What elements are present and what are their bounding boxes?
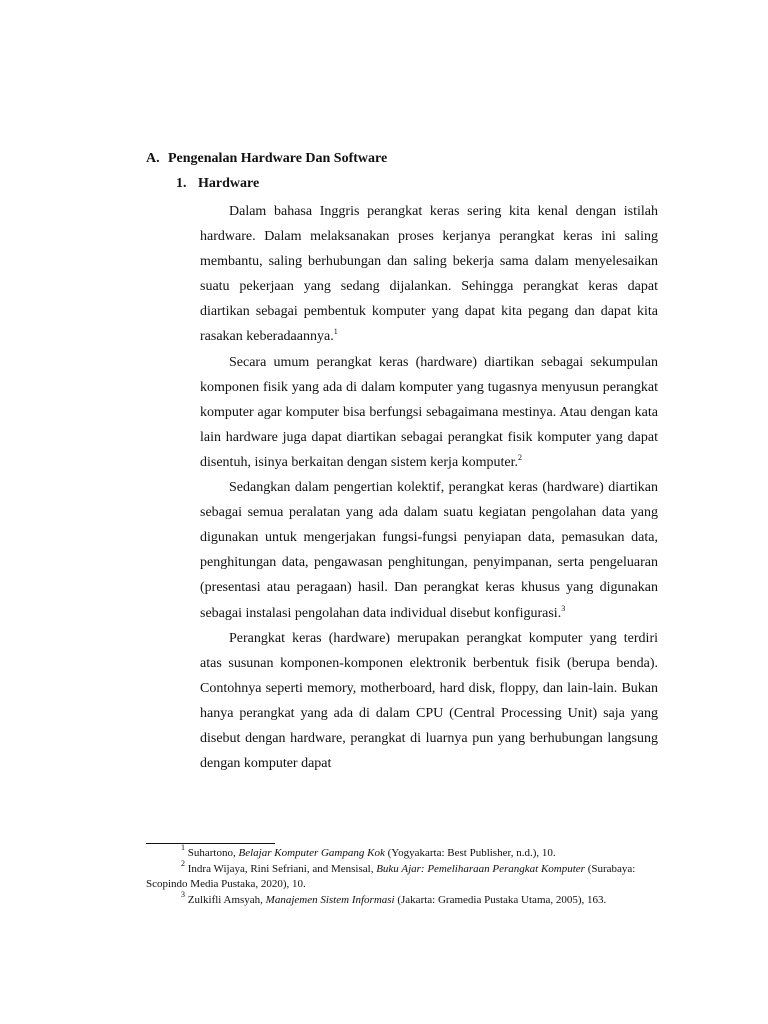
footnote-title: Belajar Komputer Gampang Kok <box>238 847 385 859</box>
footnote <box>146 889 658 909</box>
footnote-publication: (Yogyakarta: Best Publisher, n.d.), 10. <box>384 847 556 859</box>
subsection-number: 1. <box>176 176 187 191</box>
paragraph-text: Perangkat keras (hardware) merupakan perangkat komputer yang terdiri atas susunan komponen-komponen elektronik berbentuk fisik (berupa benda). Contohnya seperti memory, motherboard, hard disk, floppy, dan lain-lain. Bukan hanya perangkat yang ada di dalam CPU (Central Processing Unit) saja yang disebut dengan hardware, perangkat di luarnya pun yang berhubungan langsung dengan komputer dapat <box>200 630 658 772</box>
paragraph <box>200 626 658 777</box>
subsection-heading <box>176 176 259 192</box>
section-title: Pengenalan Hardware Dan Software <box>168 151 388 166</box>
footnote-author: Indra Wijaya, Rini Sefriani, and Mensisal, <box>187 862 377 875</box>
section-number: A. <box>146 151 160 166</box>
footnote-title: Manajemen Sistem Informasi <box>265 893 395 906</box>
paragraph-text: Secara umum perangkat keras (hardware) diartikan sebagai sekumpulan komponen fisik yang ada di dalam komputer yang tugasnya menyusun perangkat komputer agar komputer bisa berfungsi sebagaimana mestinya. Atau dengan kata lain hardware juga dapat diartikan sebagai perangkat fisik komputer yang dapat disentuh, isinya berkaitan dengan sistem kerja komputer. <box>200 354 658 470</box>
footnote-ref[interactable]: 3 <box>561 603 566 613</box>
paragraph-text: Sedangkan dalam pengertian kolektif, perangkat keras (hardware) diartikan sebagai semua peralatan yang ada dalam suatu kegiatan pengolahan data yang digunakan untuk mengerjakan fungsi-fungsi penyiapan data, pemasukan data, penghitungan data, pengawasan penghitungan, penyimpanan, serta pengeluaran (presentasi atau peragaan) hasil. Dan perangkat keras khusus yang digunakan sebagai instalasi pengolahan data individual disebut konfigurasi. <box>200 480 658 621</box>
footnote <box>146 843 658 862</box>
footnote-author: Zulkifli Amsyah, <box>187 893 266 906</box>
body-text <box>200 199 658 776</box>
paragraph <box>200 199 658 350</box>
footnote-number: 1 <box>181 843 185 852</box>
paragraph <box>200 350 658 475</box>
footnote-divider <box>146 843 275 844</box>
footnote-number: 2 <box>181 858 185 868</box>
footnote-ref[interactable]: 2 <box>518 452 523 462</box>
footnote-ref[interactable]: 1 <box>333 327 338 337</box>
section-heading <box>146 151 387 167</box>
footnote <box>146 858 658 893</box>
footnote-number: 3 <box>181 889 185 899</box>
footnote-publication: (Surabaya: Scopindo Media Pustaka, 2020), 10. <box>146 862 636 890</box>
footnotes <box>146 843 658 908</box>
paragraph-text: Dalam bahasa Inggris perangkat keras sering kita kenal dengan istilah hardware. Dalam melaksanakan proses kerjanya perangkat keras ini saling membantu, saling berhubungan dan saling bekerja sama dalam menyelesaikan suatu pekerjaan yang sedang dijalankan. Sehingga perangkat keras dapat diartikan sebagai pembentuk komputer yang dapat kita pegang dan dapat kita rasakan keberadaannya. <box>200 204 658 345</box>
paragraph <box>200 475 658 626</box>
footnote-author: Suhartono, <box>187 847 239 859</box>
footnote-publication: (Jakarta: Gramedia Pustaka Utama, 2005), 163. <box>394 893 607 906</box>
footnote-title: Buku Ajar: Pemeliharaan Perangkat Komputer <box>376 862 585 875</box>
subsection-title: Hardware <box>198 176 260 191</box>
